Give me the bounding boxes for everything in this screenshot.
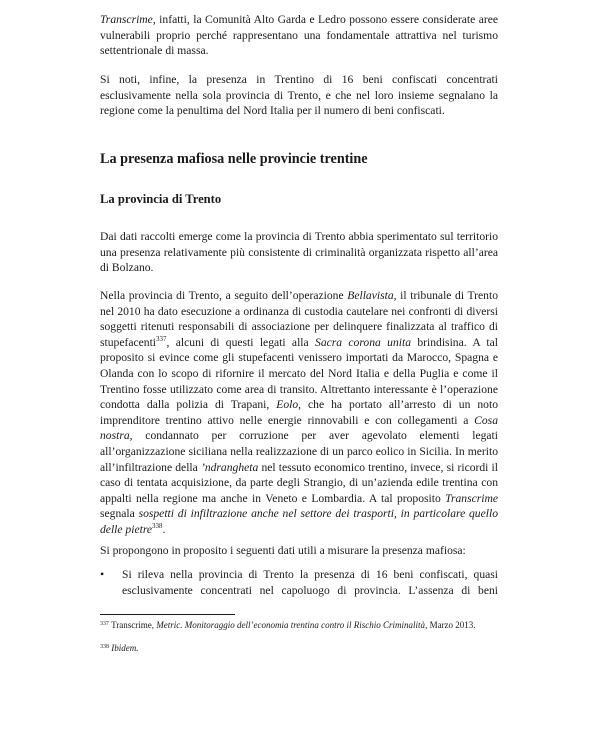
footnote-divider [100,614,235,615]
paragraph-text: segnala [100,507,139,521]
footnote-text: Transcrime, [109,620,157,630]
paragraph-text: , infatti, la Comunità Alto Garda e Ledro possono essere considerate aree vulnerabili proprio perché rappresentano una fondamentale attrattiva nel turismo settentrionale di massa. [100,13,498,58]
italic-term: sospetti di infiltrazione anche nel settore dei trasporti, in particolare quello delle pietre [100,507,498,536]
paragraph-text: . [162,522,166,536]
footnote-337 [100,620,498,632]
italic-term: Cosa nostra [100,413,498,443]
paragraph-beni-confiscati: Si noti, infine, la presenza in Trentino di 16 beni confiscati concentrati esclusivamente nella sola provincia di Trento, e che nel loro insieme segnalano la regione come la penultima del Nord Italia per il numero di beni confiscati. [100,73,498,118]
paragraph-intro [100,12,498,59]
footnote-number: 337 [100,621,109,627]
footnote-title: Metric. Monitoraggio dell’economia trentina contro il Rischio Criminalità [156,620,426,630]
paragraph-text: , alcuni di questi legati alla [166,335,316,349]
italic-term: ’ndrangheta [200,460,259,474]
footnote-text: Ibidem. [109,643,139,653]
italic-term: Sacra corona unita [315,335,412,349]
footnote-ref: 338 [152,522,163,531]
bullet-text: Si rileva nella provincia di Trento la presenza di 16 beni confiscati, quasi esclusivamente concentrati nel capoluogo di provincia. L’assenza di beni [122,568,498,597]
footnote-338 [100,643,498,655]
paragraph-text: , che ha portato all’arresto di un noto imprenditore trentino attivo nelle energie rinnovabili e con collegamenti a [100,398,498,427]
italic-term: Transcrime [100,13,153,26]
subsection-heading: La provincia di Trento [100,192,222,206]
bullet-icon: • [100,567,105,581]
paragraph-dati: Dai dati raccolti emerge come la provincia di Trento abbia sperimentato sul territorio una presenza relativamente più consistente di criminalità organizzata rispetto all’area di Bolzano. [100,230,498,275]
italic-term: Eolo [276,398,299,412]
paragraph-text: , il tribunale di Trento nel 2010 ha dato esecuzione a ordinanza di custodia cautelare nei confronti di diversi soggetti ritenuti responsabili di associazione per delinquere finalizzata al traffico di stupefacenti [100,289,498,349]
paragraph-text: brindisina. A tal proposito si evince come gli stupefacenti venissero importati da Marocco, Spagna e Olanda con lo scopo di rifornire il mercato del Nord Italia e della Puglia e come il Trentino fosse utilizzato come area di transito. Altrettanto interessante è l’operazione condotta dalla polizia di Trapani, [100,335,498,412]
paragraph-main [100,288,498,538]
italic-term: Bellavista [347,289,394,302]
footnote-ref: 337 [156,334,167,343]
bullet-item [100,567,498,598]
paragraph-text: , condannato per corruzione per aver agevolato elementi legati all’organizzazione siciliana nella realizzazione di un parco eolico in Sicilia. In merito all’infiltrazione della [100,429,498,474]
section-heading: La presenza mafiosa nelle provincie trentine [100,151,368,167]
paragraph-text: Nella provincia di Trento, a seguito dell’operazione [100,289,348,302]
footnote-number: 338 [100,644,109,650]
paragraph-propongono: Si propongono in proposito i seguenti dati utili a misurare la presenza mafiosa: [100,544,466,557]
footnote-text: , Marzo 2013. [425,620,476,630]
paragraph-text: nel tessuto economico trentino, invece, si ricordi il caso di tentata acquisizione, da parte degli Strangio, di un’azienda edile trentina con appalti nella regione ma anche in Veneto e Lombardia. A tal proposito [100,460,498,505]
italic-term: Transcrime [445,491,498,505]
